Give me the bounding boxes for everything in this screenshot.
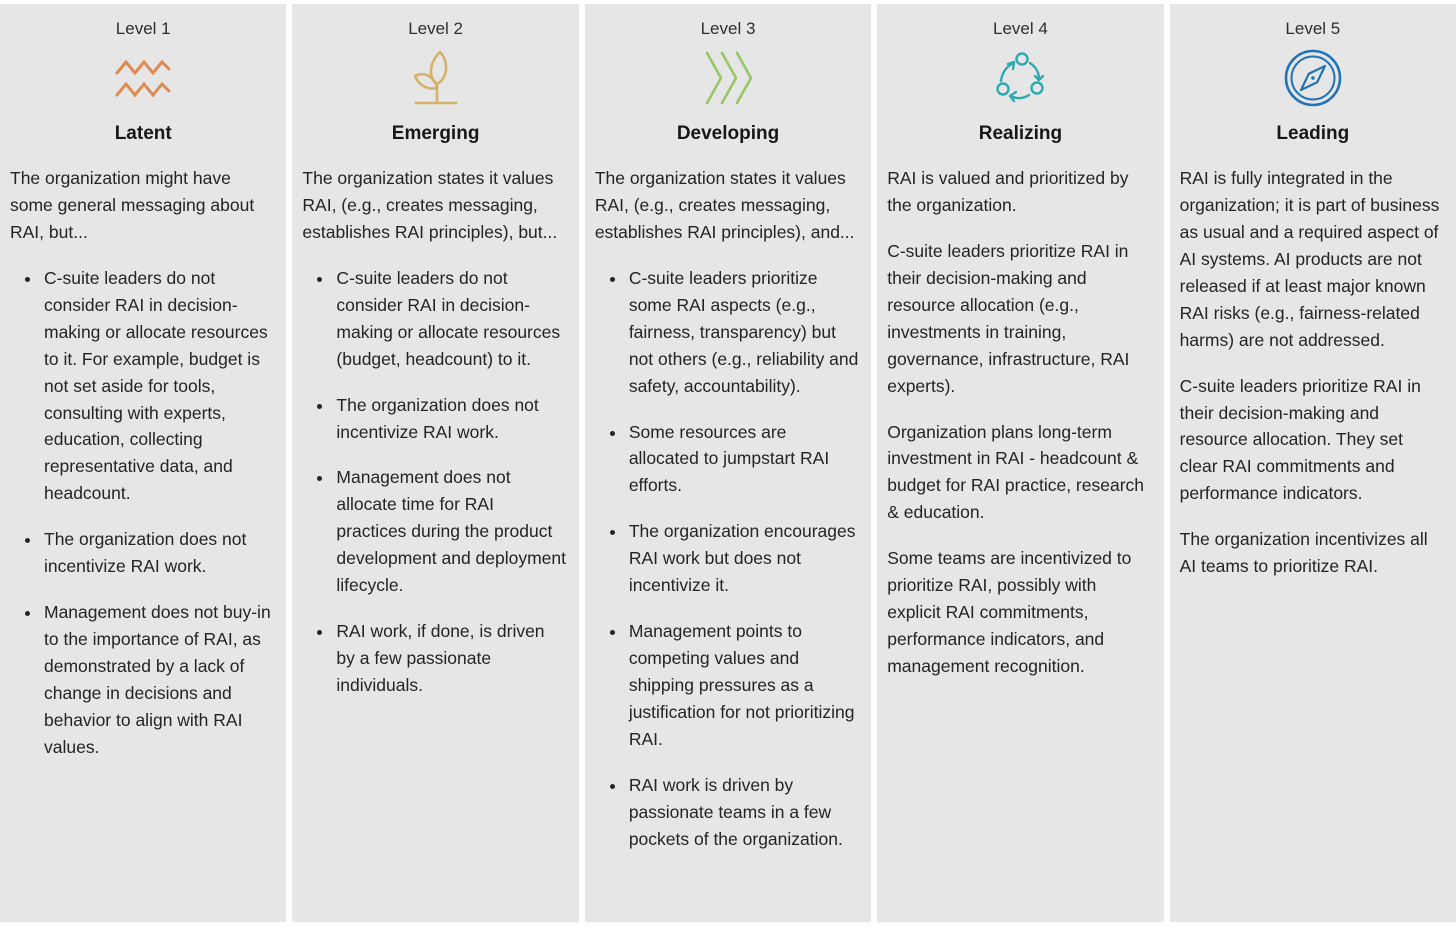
bullet-list	[595, 265, 859, 853]
bullet-item: • RAI work, if done, is driven by a few passionate individuals.	[334, 618, 566, 699]
paragraph-list	[887, 165, 1151, 680]
body-paragraph: C-suite leaders prioritize RAI in their decision-making and resource allocation (e.g., investments in training, governance, infrastructure, RAI experts).	[887, 240, 1130, 396]
paragraph-list	[595, 165, 859, 246]
bullet-item: • Some resources are allocated to jumpstart RAI efforts.	[627, 419, 859, 500]
level-title: Realizing	[978, 123, 1063, 144]
level-column-latent	[0, 4, 286, 922]
level-title: Developing	[676, 123, 780, 144]
level-label: Level 5	[1285, 19, 1341, 38]
bullet-item: • C-suite leaders prioritize some RAI aspects (e.g., fairness, transparency) but not others (e.g., reliability and safety, accountability).	[627, 265, 859, 400]
cycle-arrows-icon	[877, 45, 1163, 111]
body-paragraph: Organization plans long-term investment in RAI - headcount & budget for RAI practice, research & education.	[887, 421, 1145, 523]
level-body	[877, 145, 1163, 680]
bullet-item: • C-suite leaders do not consider RAI in decision-making or allocate resources (budget, headcount) to it.	[334, 265, 566, 373]
body-paragraph: The organization states it values RAI, (e.g., creates messaging, establishes RAI principles), and...	[594, 168, 855, 242]
level-label: Level 3	[700, 19, 756, 38]
bullet-list	[10, 265, 274, 761]
level-body	[0, 145, 286, 761]
paragraph-list	[302, 165, 566, 246]
paragraph-list	[10, 165, 274, 246]
bullet-item: • The organization does not incentivize RAI work.	[42, 526, 274, 580]
bullet-item: • The organization encourages RAI work but does not incentivize it.	[627, 518, 859, 599]
level-body	[1170, 145, 1456, 580]
level-label: Level 4	[993, 19, 1048, 38]
body-paragraph: RAI is valued and prioritized by the organization.	[887, 168, 1129, 215]
compass-icon	[1170, 45, 1456, 111]
bullet-item: • The organization does not incentivize RAI work.	[334, 392, 566, 446]
level-column-leading	[1170, 4, 1456, 922]
bullet-item: • RAI work is driven by passionate teams in a few pockets of the organization.	[627, 772, 859, 853]
body-paragraph: C-suite leaders prioritize RAI in their decision-making and resource allocation. They set clear RAI commitments and performance indicators.	[1179, 375, 1421, 504]
level-column-emerging	[292, 4, 578, 922]
level-body	[585, 145, 871, 853]
bullet-list	[302, 265, 566, 699]
zigzag-waves-icon	[0, 45, 286, 111]
level-title: Emerging	[391, 123, 480, 144]
bullet-item: • Management does not buy-in to the importance of RAI, as demonstrated by a lack of change in decisions and behavior to align with RAI values.	[42, 599, 274, 761]
body-paragraph: Some teams are incentivized to prioritize RAI, possibly with explicit RAI commitments, performance indicators, and management recognition.	[887, 548, 1132, 676]
bullet-item: • C-suite leaders do not consider RAI in decision-making or allocate resources to it. For example, budget is not set aside for tools, consulting with experts, education, collecting representative data, and headcount.	[42, 265, 274, 507]
body-paragraph: The organization incentivizes all AI teams to prioritize RAI.	[1179, 529, 1428, 577]
level-title: Leading	[1276, 123, 1350, 144]
level-label: Level 2	[408, 19, 464, 38]
body-paragraph: RAI is fully integrated in the organization; it is part of business as usual and a required aspect of AI systems. AI products are not released if at least major known RAI risks (e.g., fairness-related harms) are not addressed.	[1179, 168, 1440, 350]
level-body	[292, 145, 578, 699]
sprout-icon	[292, 45, 578, 111]
level-label: Level 1	[115, 19, 171, 38]
bullet-item: • Management points to competing values and shipping pressures as a justification for not prioritizing RAI.	[627, 618, 859, 753]
level-column-developing	[585, 4, 871, 922]
level-column-realizing	[877, 4, 1163, 922]
bullet-item: • Management does not allocate time for RAI practices during the product development and deployment lifecycle.	[334, 464, 566, 599]
level-title: Latent	[114, 123, 172, 144]
triple-chevron-icon	[585, 45, 871, 111]
body-paragraph: The organization states it values RAI, (e.g., creates messaging, establishes RAI principles), but...	[302, 168, 558, 242]
body-paragraph: The organization might have some general messaging about RAI, but...	[10, 168, 255, 242]
paragraph-list	[1180, 165, 1444, 580]
